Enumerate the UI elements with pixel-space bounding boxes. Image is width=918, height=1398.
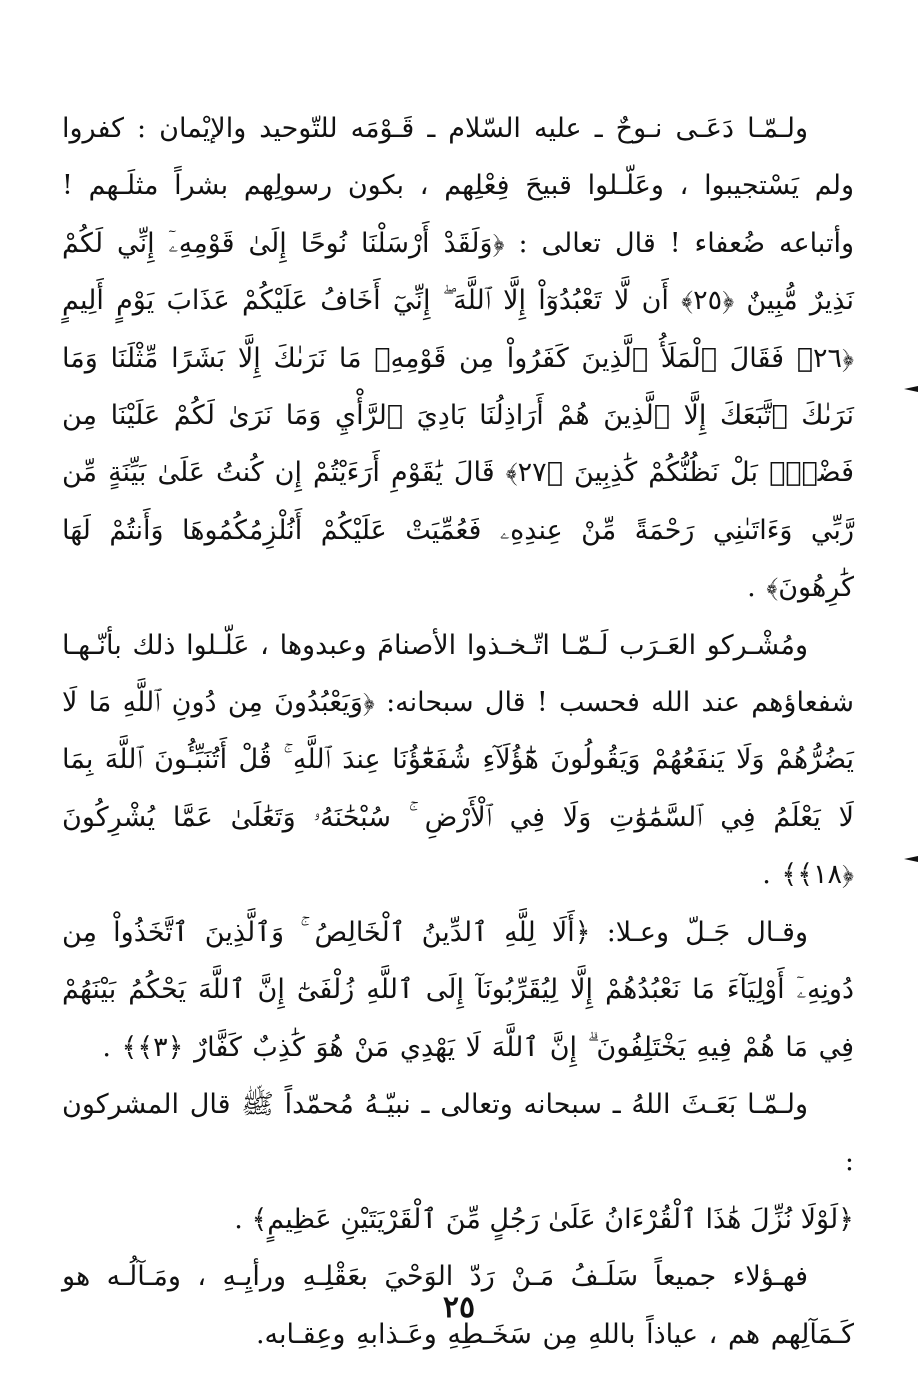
paragraph-arab-polytheists: ومُشْـركو العَـرَب لَـمّـا اتّـخـذوا الأصنامَ وعبدوها ، عَلّـلوا ذلك بأنّـهـا شفعاؤهم عند الله فحسب ! قال سبحانه: ﴿وَيَعْبُدُونَ مِن دُونِ ٱللَّهِ مَا لَا يَضُرُّهُمْ وَلَا يَنفَعُهُمْ وَيَقُولُونَ هَٰٓؤُلَآءِ شُفَعَٰٓؤُنَا عِندَ ٱللَّهِ ۚ قُلْ أَتُنَبِّـُٔونَ ٱللَّهَ بِمَا لَا يَعْلَمُ فِي ٱلسَّمَٰوَٰتِ وَلَا فِي ٱلْأَرْضِ ۚ سُبْحَٰنَهُۥ وَتَعَٰلَىٰ عَمَّا يُشْرِكُونَ ﴿١٨﴾﴾ . [62, 629, 854, 891]
paragraph-conclusion: فهـؤلاء جميعاً سَلَـفُ مَـنْ رَدّ الوَحْيَ بعَقْلِـهِ ورأيِـهِ ، ومَـآلُـه هو كَـمَآلِهم هم ، عياذاً باللهِ مِن سَخَـطِهِ وعَـذابهِ وعِقـابه. [62, 1261, 854, 1350]
margin-mark [904, 386, 918, 392]
page-number: ٢٥ [442, 1290, 476, 1325]
page-body [62, 100, 854, 1363]
paragraph-prophet-muhammad: ولـمّـا بَعَـثَ اللهُ ـ سبحانه وتعالى ـ نبيّـهُ مُحمّداً ﷺ قال المشركون : [62, 1088, 854, 1178]
paragraph-pure-religion: وقـال جَـلّ وعـلا: ﴿أَلَا لِلَّهِ ٱلدِّينُ ٱلْخَالِصُ ۚ وَٱلَّذِينَ ٱتَّخَذُواْ مِن دُونِهِۦٓ أَوْلِيَآءَ مَا نَعْبُدُهُمْ إِلَّا لِيُقَرِّبُونَآ إِلَى ٱللَّهِ زُلْفَىٰٓ إِنَّ ٱللَّهَ يَحْكُمُ بَيْنَهُمْ فِي مَا هُمْ فِيهِ يَخْتَلِفُونَ ۗ إِنَّ ٱللَّهَ لَا يَهْدِي مَنْ هُوَ كَٰذِبٌ كَفَّارٌ ﴿٣﴾﴾ . [62, 916, 854, 1063]
verse-quote: ﴿لَوْلَا نُزِّلَ هَٰذَا ٱلْقُرْءَانُ عَلَىٰ رَجُلٍ مِّنَ ٱلْقَرْيَتَيْنِ عَظِيمٍ﴾ . [234, 1203, 854, 1235]
margin-mark [904, 856, 918, 862]
paragraph-noah: ولـمّـا دَعَـى نـوحٌ ـ عليه السّلام ـ قَـوْمَه للتّوحيد والإيْمان : كفروا ولم يَسْتجيبوا ، وعَلّـلوا قبيحَ فِعْلِهم ، بكون رسولِهم بشراً مثلَـهم ! وأتباعه ضُعفاء ! قال تعالى : ﴿وَلَقَدْ أَرْسَلْنَا نُوحًا إِلَىٰ قَوْمِهِۦٓ إِنِّي لَكُمْ نَذِيرٌ مُّبِينٌ ﴿٢٥﴾ أَن لَّا تَعْبُدُوٓاْ إِلَّا ٱللَّهَ ۖ إِنِّيٓ أَخَافُ عَلَيْكُمْ عَذَابَ يَوْمٍ أَلِيمٍ ﴿٢٦﴾ فَقَالَ ٱلْمَلَأُ ٱلَّذِينَ كَفَرُواْ مِن قَوْمِهِۦ مَا نَرَىٰكَ إِلَّا بَشَرًا مِّثْلَنَا وَمَا نَرَىٰكَ ٱتَّبَعَكَ إِلَّا ٱلَّذِينَ هُمْ أَرَاذِلُنَا بَادِيَ ٱلرَّأْيِ وَمَا نَرَىٰ لَكُمْ عَلَيْنَا مِن فَضْلٍۭ بَلْ نَظُنُّكُمْ كَٰذِبِينَ ﴿٢٧﴾ قَالَ يَٰقَوْمِ أَرَءَيْتُمْ إِن كُنتُ عَلَىٰ بَيِّنَةٍ مِّن رَّبِّي وَءَاتَىٰنِي رَحْمَةً مِّنْ عِندِهِۦ فَعُمِّيَتْ عَلَيْكُمْ أَنُلْزِمُكُمُوهَا وَأَنتُمْ لَهَا كَٰرِهُونَ﴾ . [62, 113, 854, 604]
